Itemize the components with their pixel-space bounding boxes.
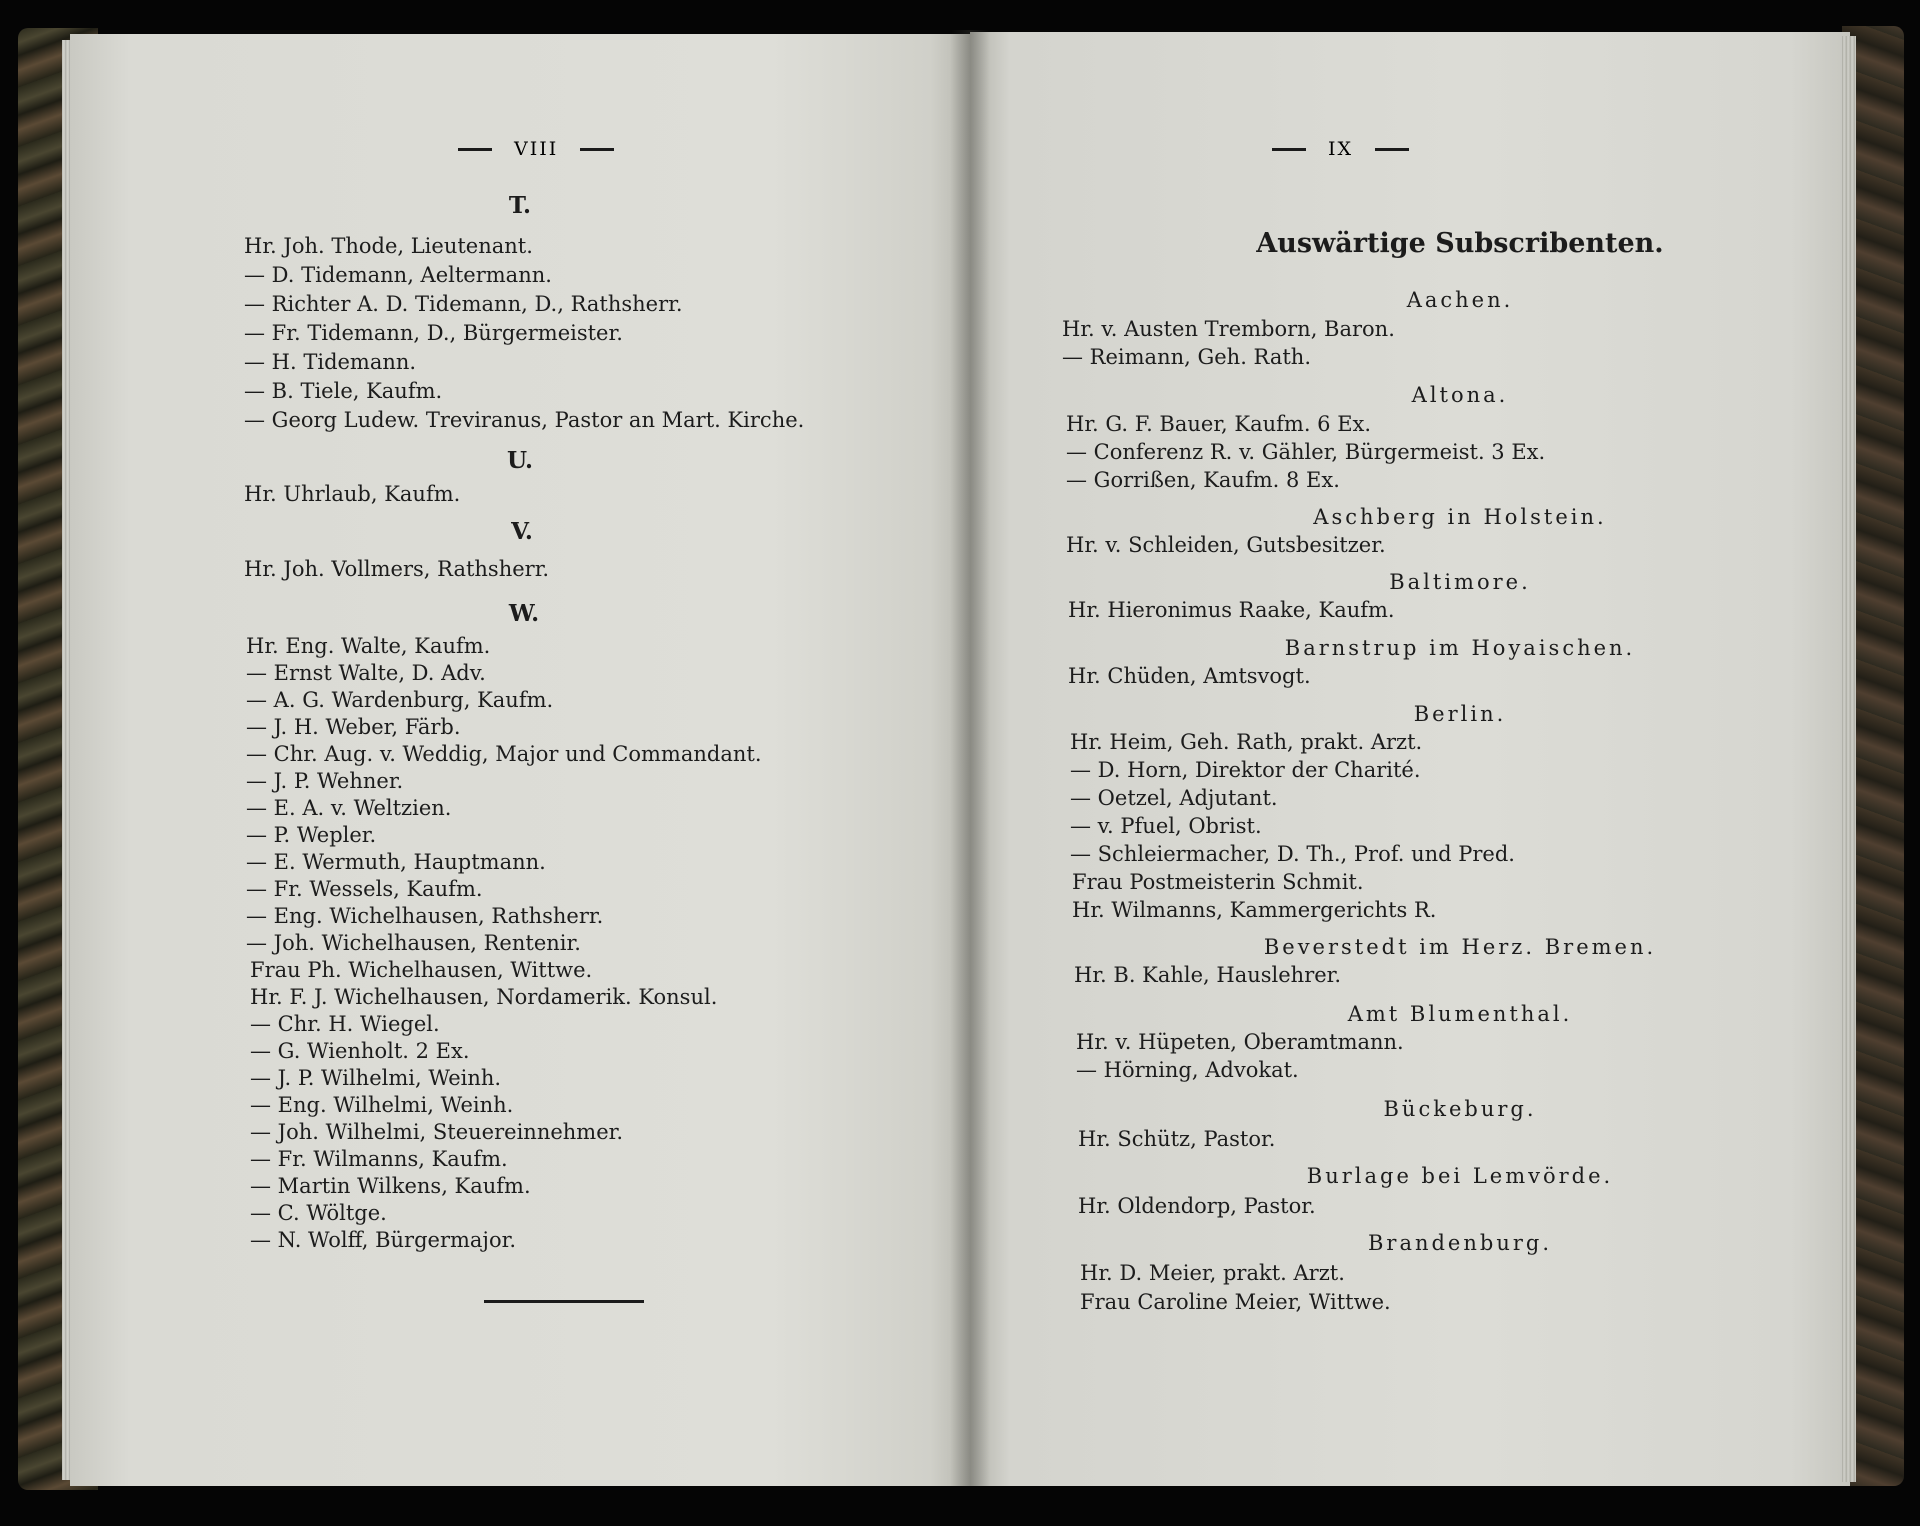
- list-item: — P. Wepler.: [246, 823, 377, 847]
- list-item: Hr. B. Kahle, Hauslehrer.: [1074, 963, 1342, 987]
- list-item: — Conferenz R. v. Gähler, Bürgermeist. 3 Ex.: [1066, 440, 1546, 464]
- list-item: — E. A. v. Weltzien.: [246, 796, 452, 820]
- page-number-text: IX: [1328, 138, 1354, 160]
- dash-ornament: [1272, 148, 1306, 151]
- section-letter: V.: [511, 518, 533, 545]
- list-item: — Eng. Wichelhausen, Rathsherr.: [246, 904, 604, 928]
- list-item: Frau Ph. Wichelhausen, Wittwe.: [250, 958, 593, 982]
- place-heading: Baltimore.: [1389, 570, 1531, 594]
- page-edges-right: [1842, 36, 1856, 1482]
- list-item: — B. Tiele, Kaufm.: [244, 379, 443, 403]
- list-item: — Chr. H. Wiegel.: [250, 1012, 440, 1036]
- list-item: — Joh. Wilhelmi, Steuereinnehmer.: [250, 1120, 624, 1144]
- list-item: — J. P. Wehner.: [246, 769, 404, 793]
- place-heading: Bückeburg.: [1383, 1097, 1537, 1121]
- page-number-text: VIII: [514, 138, 559, 160]
- list-item: Hr. Oldendorp, Pastor.: [1078, 1194, 1316, 1218]
- section-letter: T.: [508, 192, 532, 219]
- list-item: — Fr. Wessels, Kaufm.: [246, 877, 483, 901]
- dash-ornament: [580, 148, 614, 151]
- list-item: — Hörning, Advokat.: [1076, 1058, 1299, 1082]
- list-item: — Oetzel, Adjutant.: [1070, 786, 1278, 810]
- place-heading: Burlage bei Lemvörde.: [1306, 1164, 1614, 1188]
- list-item: — v. Pfuel, Obrist.: [1070, 814, 1262, 838]
- list-item: — D. Horn, Direktor der Charité.: [1070, 758, 1421, 782]
- list-item: Frau Postmeisterin Schmit.: [1072, 870, 1364, 894]
- dash-ornament: [458, 148, 492, 151]
- list-item: — J. H. Weber, Färb.: [246, 715, 461, 739]
- list-item: — Richter A. D. Tidemann, D., Rathsherr.: [244, 292, 683, 316]
- list-item: — Ernst Walte, D. Adv.: [246, 661, 486, 685]
- section-letter: U.: [507, 447, 533, 474]
- list-item: — Gorrißen, Kaufm. 8 Ex.: [1066, 468, 1340, 492]
- dash-ornament: [1375, 148, 1409, 151]
- list-item: — A. G. Wardenburg, Kaufm.: [246, 688, 554, 712]
- list-item: — N. Wolff, Bürgermajor.: [250, 1228, 516, 1252]
- list-item: Hr. Joh. Thode, Lieutenant.: [244, 234, 533, 258]
- place-heading: Aachen.: [1406, 288, 1514, 312]
- list-item: — G. Wienholt. 2 Ex.: [250, 1039, 470, 1063]
- list-item: Hr. D. Meier, prakt. Arzt.: [1080, 1261, 1345, 1285]
- list-item: Hr. Heim, Geh. Rath, prakt. Arzt.: [1070, 730, 1423, 754]
- place-heading: Amt Blumenthal.: [1347, 1002, 1573, 1026]
- place-heading: Aschberg in Holstein.: [1313, 505, 1607, 529]
- list-item: Hr. Schütz, Pastor.: [1078, 1127, 1276, 1151]
- list-item: — Georg Ludew. Treviranus, Pastor an Mart. Kirche.: [244, 408, 805, 432]
- list-item: Hr. Uhrlaub, Kaufm.: [244, 482, 461, 506]
- list-item: — C. Wöltge.: [250, 1201, 387, 1225]
- list-item: Hr. Wilmanns, Kammergerichts R.: [1072, 898, 1437, 922]
- list-item: — H. Tidemann.: [244, 350, 417, 374]
- place-heading: Altona.: [1411, 383, 1509, 407]
- book-gutter: [950, 30, 990, 1486]
- list-item: — Schleiermacher, D. Th., Prof. und Pred.: [1070, 842, 1515, 866]
- list-item: — Fr. Wilmanns, Kaufm.: [250, 1147, 508, 1171]
- list-item: Hr. v. Austen Tremborn, Baron.: [1062, 317, 1395, 341]
- list-item: Hr. Joh. Vollmers, Rathsherr.: [244, 557, 550, 581]
- place-heading: Beverstedt im Herz. Bremen.: [1263, 935, 1657, 959]
- list-item: — Chr. Aug. v. Weddig, Major und Commandant.: [246, 742, 762, 766]
- list-item: Hr. v. Hüpeten, Oberamtmann.: [1076, 1030, 1404, 1054]
- end-rule: [484, 1300, 644, 1303]
- list-item: — Fr. Tidemann, D., Bürgermeister.: [244, 321, 623, 345]
- list-item: — Eng. Wilhelmi, Weinh.: [250, 1093, 514, 1117]
- list-item: Hr. Eng. Walte, Kaufm.: [246, 634, 491, 658]
- right-page-number: [1272, 138, 1409, 160]
- list-item: — Reimann, Geh. Rath.: [1062, 345, 1311, 369]
- list-item: Frau Caroline Meier, Wittwe.: [1080, 1290, 1391, 1314]
- list-item: Hr. F. J. Wichelhausen, Nordamerik. Konsul.: [250, 985, 718, 1009]
- place-heading: Brandenburg.: [1367, 1231, 1553, 1255]
- left-page-number: [458, 138, 614, 160]
- page-heading: Auswärtige Subscribenten.: [1256, 228, 1664, 259]
- section-letter: W.: [508, 600, 540, 627]
- list-item: Hr. G. F. Bauer, Kaufm. 6 Ex.: [1066, 412, 1372, 436]
- list-item: Hr. Chüden, Amtsvogt.: [1068, 664, 1311, 688]
- list-item: — Joh. Wichelhausen, Rentenir.: [246, 931, 581, 955]
- list-item: — J. P. Wilhelmi, Weinh.: [250, 1066, 502, 1090]
- list-item: — Martin Wilkens, Kaufm.: [250, 1174, 531, 1198]
- place-heading: Barnstrup im Hoyaischen.: [1284, 636, 1636, 660]
- place-heading: Berlin.: [1413, 702, 1507, 726]
- list-item: — D. Tidemann, Aeltermann.: [244, 263, 552, 287]
- list-item: — E. Wermuth, Hauptmann.: [246, 850, 546, 874]
- list-item: Hr. Hieronimus Raake, Kaufm.: [1068, 598, 1395, 622]
- list-item: Hr. v. Schleiden, Gutsbesitzer.: [1066, 533, 1386, 557]
